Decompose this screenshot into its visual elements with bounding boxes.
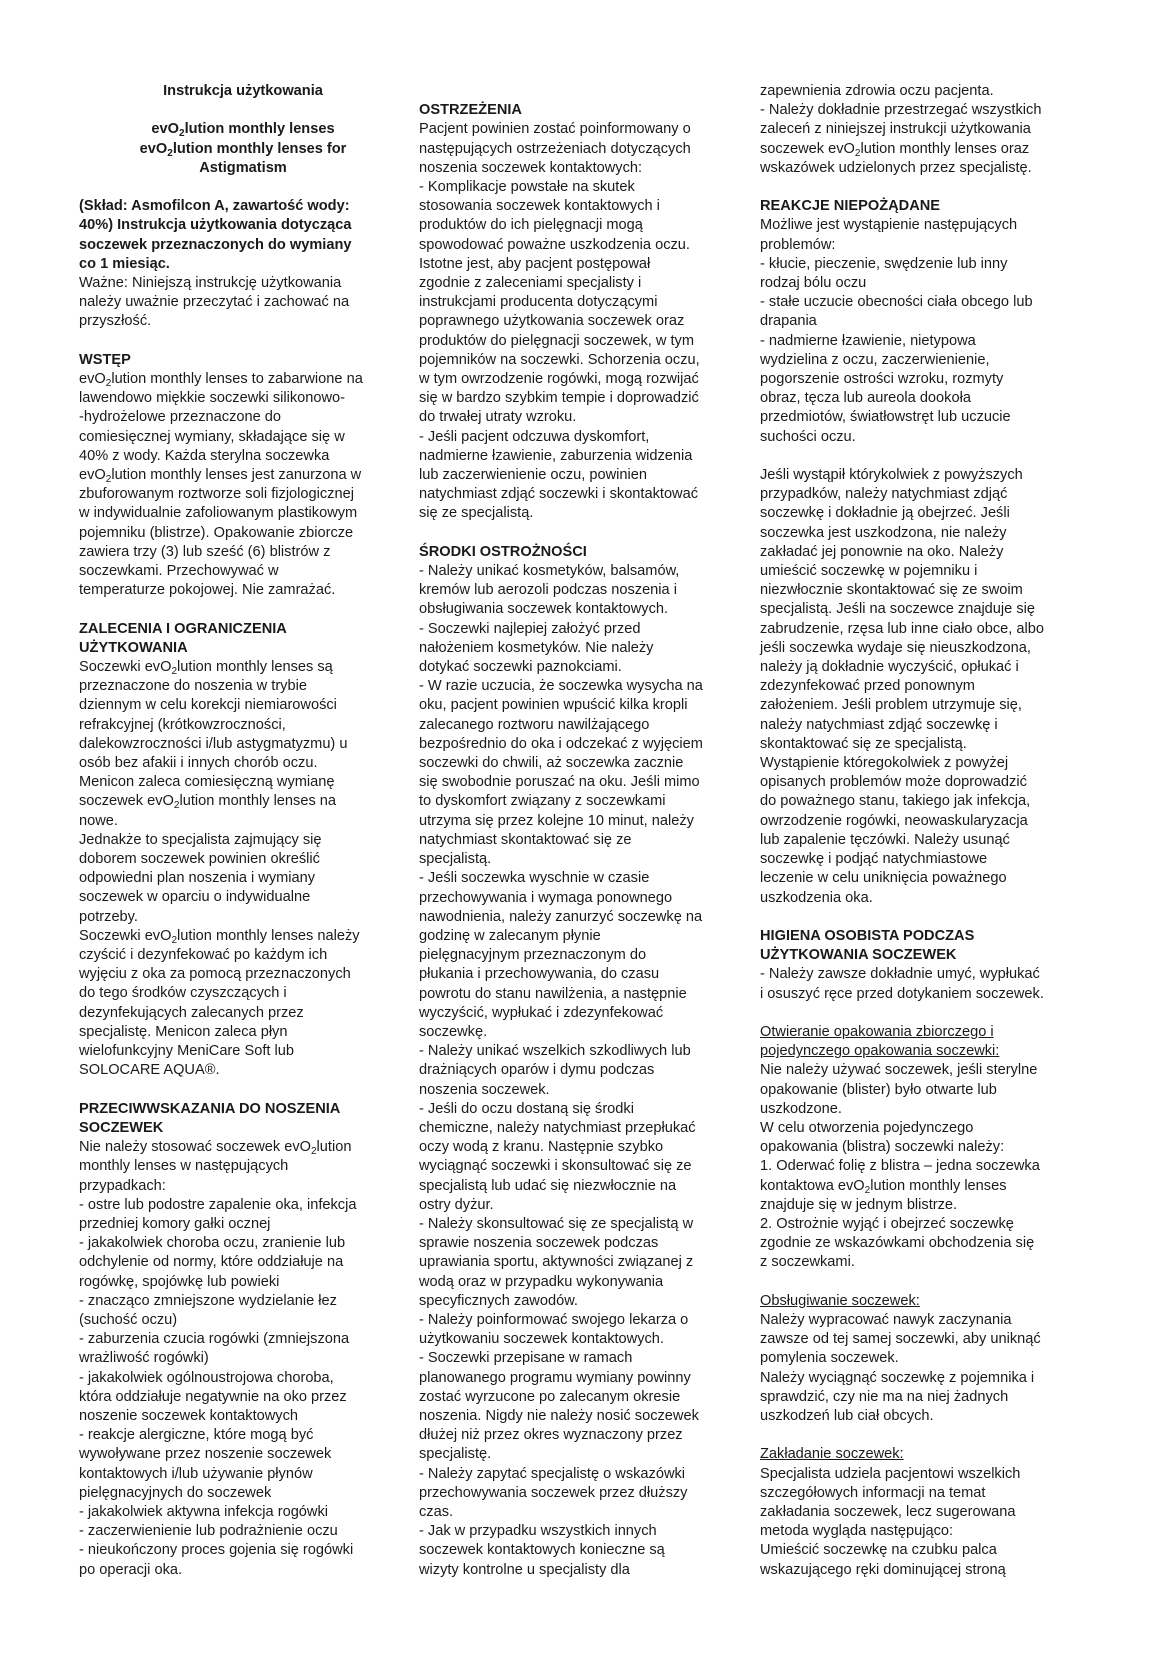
text-line: w tym owrzodzenie rogówki, mogą rozwijać [419,371,699,388]
text-line: uszkodzenia oka. [760,889,873,906]
text-line: instrukcjami producenta dotyczącymi [419,294,658,311]
text-line: lub zapalenie tęczówki. Należy usunąć [760,831,1010,848]
text-line: leczenie w celu uniknięcia poważnego [760,870,1007,887]
text-line: opisanych problemów może doprowadzić [760,774,1027,791]
text-line: soczewkę. [419,1023,488,1040]
text-line: do poważnego stanu, takiego jak infekcja, [760,793,1031,810]
text-line: wielofunkcyjny MeniCare Soft lub [79,1043,294,1060]
text-line: uprawiania sportu, aktywności związanej z [419,1254,694,1271]
text-line: dezynfekujących zalecanych przez [79,1004,304,1021]
text-line: szczegółowych informacji na temat [760,1484,986,1501]
text-line: - nadmierne łzawienie, nietypowa [760,332,976,349]
heading-line: co 1 miesiąc. [79,255,170,272]
text-line: opakowania (blistra) soczewki należy: [760,1139,1005,1156]
text-line: Istotne jest, aby pacjent postępował [419,255,651,272]
text-line: przypadków, należy natychmiast zdjąć [760,486,1008,503]
text-line: natychmiast skontaktować się ze [419,831,632,848]
text-line: monthly lenses w następujących [79,1158,289,1175]
text-line: Soczewki evO$_2$lution monthly lenses są [79,659,333,678]
text-line: znajduje się w jednym blistrze. [760,1196,958,1213]
text-line: specjalistę. [419,1446,492,1463]
text-line: kremów lub aerozoli podczas noszenia i [419,582,677,599]
text-line: soczewkę i dokładnie ją obejrzeć. Jeśli [760,505,1010,522]
paragraph-gap [79,1081,407,1100]
text-line: należy natychmiast zdjąć soczewkę i [760,716,998,733]
text-line: Nie należy używać soczewek, jeśli sterylne [760,1062,1038,1079]
text-line: płukania i przechowywania, do czasu [419,966,660,983]
heading-line: REAKCJE NIEPOŻĄDANE [760,198,941,215]
text-line: nawodnienia, należy zanurzyć soczewkę na [419,908,703,925]
text-line: ostry dyżur. [419,1196,494,1213]
text-line: Możliwe jest wystąpienie następujących [760,217,1018,234]
text-line: to dyskomfort związany z soczewkami [419,793,666,810]
paragraph-gap [79,101,407,120]
text-line: oku, pacjent powinien wpuścić kilka kropli [419,697,688,714]
text-line: zakładania soczewek, lecz sugerowana [760,1503,1016,1520]
subheading-line: Obsługiwanie soczewek: [760,1292,920,1309]
text-line: dłużej niż przez okres wyznaczony przez [419,1427,683,1444]
text-line: - Jak w przypadku wszystkich innych [419,1523,657,1540]
text-line: opakowanie (blister) było otwarte lub [760,1081,997,1098]
heading-line: OSTRZEŻENIA [419,102,522,119]
text-line: do trwałej utraty wzroku. [419,409,577,426]
text-line: soczewki do chwili, aż soczewka zacznie [419,755,684,772]
text-line: soczewka jest uszkodzona, nie należy [760,524,1007,541]
text-line: przedmiotów, światłowstręt lub uczucie [760,409,1011,426]
paragraph-gap [760,178,1092,197]
text-line: - Należy unikać kosmetyków, balsamów, [419,563,680,580]
heading-line: PRZECIWWSKAZANIA DO NOSZENIA [79,1100,341,1117]
text-line: dalekowzroczności i/lub astygmatyzmu) u [79,735,348,752]
text-line: zgodnie z zaleceniami specjalisty i [419,275,642,292]
text-line: 40% z wody. Każda sterylna soczewka [79,447,330,464]
text-line: soczewek evO$_2$lution monthly lenses na [79,793,337,812]
text-line: przechowywania soczewek przez dłuższy [419,1484,688,1501]
text-line: następujących ostrzeżeniach dotyczących [419,140,691,157]
heading-line: SOCZEWEK [79,1119,164,1136]
text-line: należy uważnie przeczytać i zachować na [79,294,350,311]
text-line: nałożeniem kosmetyków. Nie należy [419,639,654,656]
text-line: W celu otworzenia pojedynczego [760,1119,974,1136]
heading-line: ŚRODKI OSTROŻNOŚCI [419,543,587,560]
text-line: SOLOCARE AQUA®. [79,1062,220,1079]
paragraph-gap [760,1273,1092,1292]
text-line: zawsze od tej samej soczewki, aby uniknąć [760,1331,1041,1348]
text-line: soczewek evO$_2$lution monthly lenses oraz [760,140,1030,159]
text-line: - Komplikacje powstałe na skutek [419,179,635,195]
text-line: niezwłocznie skontaktować się ze swoim [760,582,1023,599]
text-line: - Jeśli soczewka wyschnie w czasie [419,870,650,887]
text-line: noszenia soczewek kontaktowych: [419,159,643,176]
text-line: - stałe uczucie obecności ciała obcego lub [760,294,1033,311]
text-line: specjalistą. Jeśli na soczewce znajduje się [760,601,1035,618]
subheading-line: Otwieranie opakowania zbiorczego i [760,1023,994,1040]
text-line: problemów: [760,236,836,253]
text-line: - Należy dokładnie przestrzegać wszystkich [760,102,1042,119]
text-line: należy ją dokładnie wyczyścić, opłukać i [760,659,1019,676]
text-line: przechowywania i wymaga ponownego [419,889,673,906]
text-line: się swobodnie poruszać na oku. Jeśli mimo [419,774,700,791]
text-line: - zaczerwienienie lub podrażnienie oczu [79,1523,338,1540]
text-line: Jeśli wystąpił którykolwiek z powyższych [760,467,1023,484]
text-line: zakładać jej ponownie na oko. Należy [760,543,1004,560]
text-line: specjalistą. [419,851,492,868]
text-line: z soczewkami. [760,1254,855,1271]
heading-line: HIGIENA OSOBISTA PODCZAS [760,927,975,944]
text-line: - ostre lub podostre zapalenie oka, infekcja [79,1196,357,1213]
heading-line: UŻYTKOWANIA [79,639,188,656]
text-line: drapania [760,313,817,330]
text-line: produktów do ich pielęgnacji mogą [419,217,643,234]
text-line: zdezynfekować przed ponownym [760,678,975,695]
text-line: skontaktować się ze specjalistą. [760,735,967,752]
heading-line: WSTĘP [79,351,131,368]
text-line: rodzaj bólu oczu [760,275,867,292]
text-line: pogorszenie ostrości wzroku, rozmyty [760,371,1004,388]
text-line: suchości oczu. [760,428,856,445]
text-line: wydzielina z oczu, zaczerwienienie, [760,351,990,368]
text-line: w indywidualnie zafoliowanym plastikowym [79,505,358,522]
text-line: Menicon zaleca comiesięczną wymianę [79,774,335,791]
heading-line: soczewek przeznaczonych do wymiany [79,236,352,253]
column-left [79,82,407,1580]
text-line: czyścić i dezynfekować po każdym ich [79,947,328,964]
text-line: Należy wypracować nawyk zaczynania [760,1311,1012,1328]
text-line: doborem soczewek powinien określić [79,851,320,868]
text-line: - zaburzenia czucia rogówki (zmniejszona [79,1331,350,1348]
text-line: noszenia. Nigdy nie należy nosić soczewek [419,1407,699,1424]
text-line: Umieścić soczewkę na czubku palca [760,1542,997,1559]
text-line: zostać wyrzucone po zalecanym okresie [419,1388,681,1405]
text-line: kontaktowych i/lub używanie płynów [79,1465,313,1482]
text-line: Nie należy stosować soczewek evO$_2$lution [79,1139,352,1158]
text-line: potrzeby. [79,908,138,925]
text-line: natychmiast zdjąć soczewki i skontaktować [419,486,699,503]
text-line: wrażliwość rogówki) [79,1350,209,1367]
text-line: która oddziałuje negatywnie na oko przez [79,1388,347,1405]
text-line: pomylenia soczewek. [760,1350,899,1367]
text-line: poprawnego użytkowania soczewek oraz [419,313,685,330]
text-line: uszkodzeń lub ciał obcych. [760,1407,934,1424]
paragraph-gap [419,82,747,101]
paragraph-gap [419,524,747,543]
text-line: bezpośrednio do oka i odczekać z wyjęciem [419,735,703,752]
text-line: Jednakże to specjalista zajmujący się [79,831,322,848]
text-line: wyjęciu z oka za pomocą przeznaczonych [79,966,351,983]
text-line: zapewnienia zdrowia oczu pacjenta. [760,83,994,99]
text-line: soczewek w oparciu o indywidualne [79,889,311,906]
text-line: osób bez afakii i innych chorób oczu. [79,755,318,772]
text-line: Pacjent powinien zostać poinformowany o [419,121,691,138]
text-line: się w bardzo szybkim tempie i doprowadzić [419,390,699,407]
paragraph-gap [760,1004,1092,1023]
text-line: odpowiedni plan noszenia i wymiany [79,870,316,887]
text-line: spowodować poważne uszkodzenia oczu. [419,236,690,253]
heading-line: (Skład: Asmofilcon A, zawartość wody: [79,198,350,215]
text-line: zabrudzenie, rzęsa lub inne ciało obce, albo [760,620,1044,637]
text-line: owrzodzenie rogówki, neowaskularyzacja [760,812,1028,829]
text-line: i osuszyć ręce przed dotykaniem soczewek. [760,985,1044,1002]
text-line: evO$_2$lution monthly lenses jest zanurzona w [79,467,362,486]
text-line: powrotu do stanu nawilżenia, a następnie [419,985,687,1002]
text-line: specyficznych zawodów. [419,1292,578,1309]
text-line: metoda wygląda następująco: [760,1523,954,1540]
text-line: soczewkę i podjąć natychmiastowe [760,851,988,868]
text-line: soczewkami. Przechowywać w [79,563,279,580]
text-line: wyczyścić, wypłukać i zdezynfekować [419,1004,664,1021]
text-line: - Soczewki najlepiej założyć przed [419,620,641,637]
title-line: evO$_2$lution monthly lenses [151,121,335,140]
paragraph-gap [79,600,407,619]
title-line: evO$_2$lution monthly lenses for [139,140,347,159]
text-line: wywoływane przez noszenie soczewek [79,1446,332,1463]
text-line: użytkowaniu soczewek kontaktowych. [419,1331,664,1348]
text-line: zaleceń z niniejszej instrukcji użytkowania [760,121,1031,138]
text-line: przyszłość. [79,313,152,330]
column-middle [419,82,747,1580]
text-line: się ze specjalistą. [419,505,534,522]
text-line: wyciągnąć soczewki i skonsultować się ze [419,1158,692,1175]
paragraph-gap [760,447,1092,466]
text-line: nadmierne łzawienie, zaburzenia widzenia [419,447,693,464]
text-line: - nieukończony proces gojenia się rogówki [79,1542,354,1559]
text-line: wskazującego ręki dominującej stroną [760,1561,1006,1578]
text-line: 1. Oderwać folię z blistra – jedna soczewka [760,1158,1040,1175]
text-line: - jakakolwiek ogólnoustrojowa choroba, [79,1369,334,1386]
text-line: wizyty kontrolne u specjalisty dla [419,1561,630,1578]
text-line: noszenia soczewek. [419,1081,550,1098]
text-line: Wystąpienie któregokolwiek z powyżej [760,755,1009,772]
text-line: utrzyma się przez kolejne 10 minut, należy [419,812,694,829]
text-line: - Należy poinformować swojego lekarza o [419,1311,689,1328]
text-line: dotykać soczewki paznokciami. [419,659,622,676]
text-line: pojemniku (blistrze). Opakowanie zbiorcze [79,524,354,541]
text-line: - jakakolwiek choroba oczu, zranienie lub [79,1235,346,1252]
text-line: refrakcyjnej (krótkowzroczności, [79,716,286,733]
text-line: - Jeśli do oczu dostaną się środki [419,1100,634,1117]
text-line: Specjalista udziela pacjentowi wszelkich [760,1465,1021,1482]
text-line: - znacząco zmniejszone wydzielanie łez [79,1292,337,1309]
text-line: jeśli soczewka wydaje się nieuszkodzona, [760,639,1031,656]
text-line: Soczewki evO$_2$lution monthly lenses należy [79,927,360,946]
text-line: zgodnie ze wskazówkami obchodzenia się [760,1235,1035,1252]
text-line: 2. Ostrożnie wyjąć i obejrzeć soczewkę [760,1215,1014,1232]
text-line: - Jeśli pacjent odczuwa dyskomfort, [419,428,650,445]
text-line: pielęgnacyjnym przeznaczonym do [419,947,647,964]
subheading-line: Zakładanie soczewek: [760,1446,904,1463]
text-line: czas. [419,1504,454,1520]
text-line: - Należy unikać wszelkich szkodliwych lub [419,1043,691,1060]
text-line: specjalistę. Menicon zaleca płyn [79,1023,288,1040]
text-line: przeznaczone do noszenia w trybie [79,678,307,695]
text-line: przypadkach: [79,1177,166,1194]
text-line: wskazówek udzielonych przez specjalistę. [760,159,1032,176]
text-line: założeniem. Jeśli problem utrzymuje się, [760,697,1022,714]
text-line: zawiera trzy (3) lub sześć (6) blistrów z [79,543,331,560]
text-line: - Soczewki przepisane w ramach [419,1350,633,1367]
text-line: produktów do pielęgnacji soczewek, w tym [419,332,694,349]
text-line: sprawie noszenia soczewek podczas [419,1235,659,1252]
text-line: godzinę w zalecanym płynie [419,927,601,944]
text-line: stosowania soczewek kontaktowych i [419,198,660,215]
paragraph-gap [79,178,407,197]
title-line: Instrukcja użytkowania [163,83,323,99]
text-line: drażniących oparów i dymu podczas [419,1062,655,1079]
text-line: - jakakolwiek aktywna infekcja rogówki [79,1503,329,1520]
text-line: chemiczne, należy natychmiast przepłukać [419,1119,696,1136]
text-line: po operacji oka. [79,1561,183,1578]
text-line: specjalistą lub udać się niezwłocznie na [419,1177,677,1194]
text-line: uszkodzone. [760,1100,842,1117]
text-line: lawendowo miękkie soczewki silikonowo- [79,390,346,407]
text-line: noszenie soczewek kontaktowych [79,1407,299,1424]
text-line: odchylenie od normy, które oddziałuje na [79,1254,344,1271]
text-line: nowe. [79,812,118,829]
heading-line: ZALECENIA I OGRANICZENIA [79,620,287,637]
text-line: comiesięcznej wymiany, składające się w [79,428,345,445]
text-line: lub zaczerwienienie oczu, powinien [419,467,647,484]
text-line: umieścić soczewkę w pojemniku i [760,563,978,580]
text-line: zbuforowanym roztworze soli fizjologicznej [79,486,354,503]
text-line: planowanego programu wymiany powinny [419,1369,691,1386]
text-line: Należy wyciągnąć soczewkę z pojemnika i [760,1369,1035,1386]
text-line: Ważne: Niniejszą instrukcję użytkowania [79,275,342,291]
text-line: - W razie uczucia, że soczewka wysycha na [419,678,703,695]
text-line: oczy wodą z kranu. Następnie szybko [419,1139,664,1156]
text-line: - Należy zawsze dokładnie umyć, wypłukać [760,966,1040,983]
heading-line: 40%) Instrukcja użytkowania dotycząca [79,217,352,234]
text-line: - Należy zapytać specjalistę o wskazówki [419,1465,686,1482]
title-line: Astigmatism [199,159,287,176]
text-line: wodą oraz w przypadku wykonywania [419,1273,664,1290]
text-line: temperaturze pokojowej. Nie zamrażać. [79,582,336,599]
text-line: - reakcje alergiczne, które mogą być [79,1427,314,1444]
text-line: obraz, tęcza lub aureola dookoła [760,390,971,407]
paragraph-gap [79,332,407,351]
text-line: rogówkę, spojówkę lub powieki [79,1273,280,1290]
text-line: przedniej komory gałki ocznej [79,1215,271,1232]
subheading-line: pojedynczego opakowania soczewki: [760,1043,1000,1060]
text-line: pielęgnacyjnych do soczewek [79,1484,272,1501]
text-line: evO$_2$lution monthly lenses to zabarwione na [79,371,363,389]
column-right [760,82,1092,1580]
text-line: - kłucie, pieczenie, swędzenie lub inny [760,255,1008,272]
text-line: soczewek kontaktowych konieczne są [419,1542,665,1559]
text-line: zalecanego roztworu nawilżającego [419,716,650,733]
paragraph-gap [760,908,1092,927]
text-line: pojemników na soczewki. Schorzenia oczu, [419,351,700,368]
heading-line: UŻYTKOWANIA SOCZEWEK [760,947,957,964]
paragraph-gap [760,1426,1092,1445]
text-line: do tego środków czyszczących i [79,985,287,1002]
text-line: dziennym w celu korekcji niemiarowości [79,697,337,714]
text-line: sprawdzić, czy nie ma na niej żadnych [760,1388,1009,1405]
text-line: - Należy skonsultować się ze specjalistą w [419,1215,694,1232]
text-line: -hydrożelowe przeznaczone do [79,409,281,426]
text-line: obsługiwania soczewek kontaktowych. [419,601,669,618]
text-line: kontaktowa evO$_2$lution monthly lenses [760,1177,1007,1196]
text-line: (suchość oczu) [79,1311,178,1328]
